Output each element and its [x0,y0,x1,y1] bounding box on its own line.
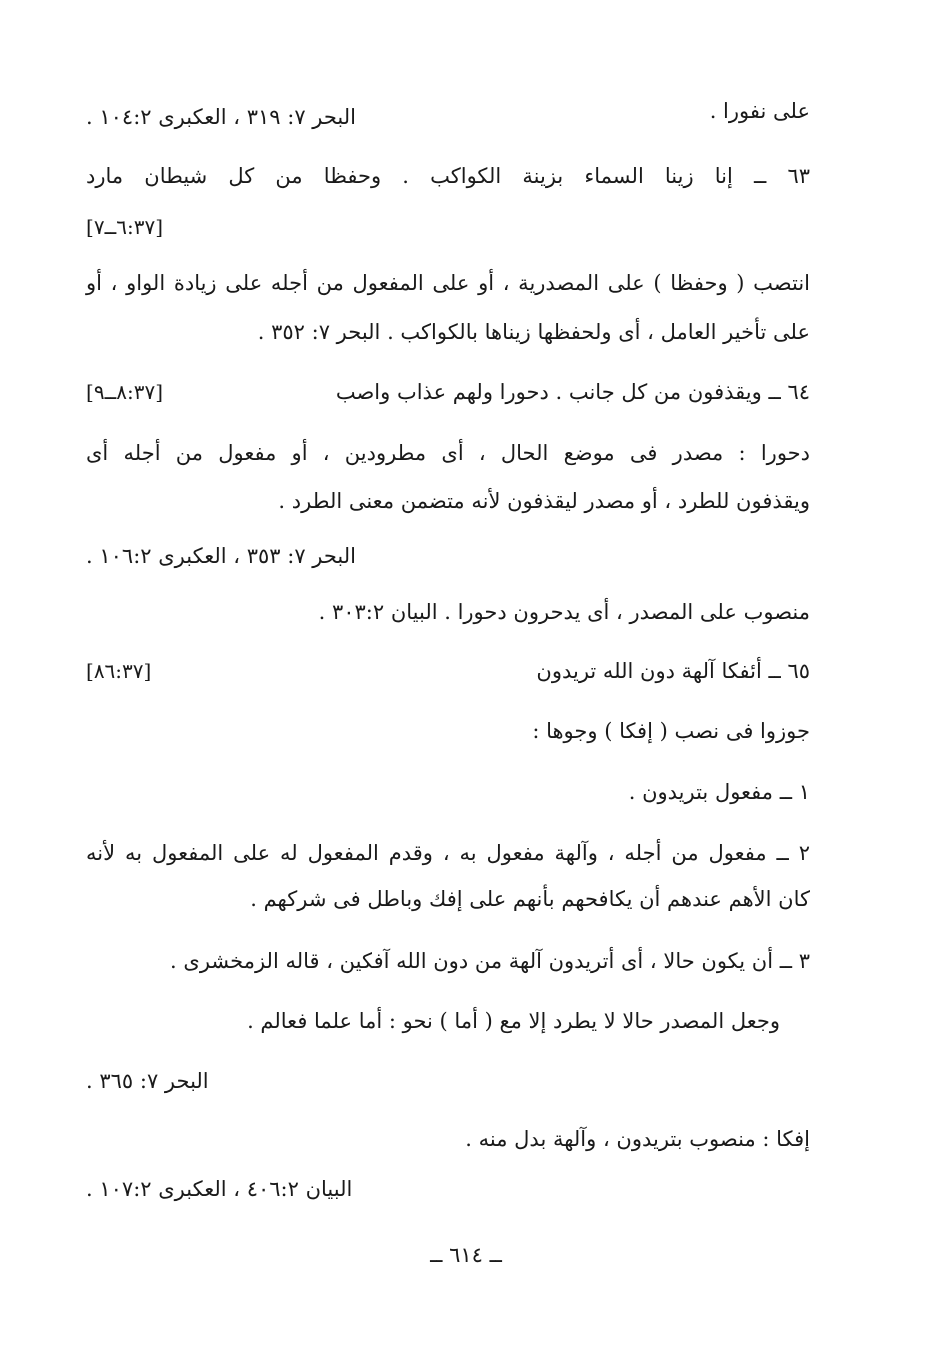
verse-63-reference: [٦:٣٧ــ٧] [86,215,164,239]
verse-64-reference: [٨:٣٧ــ٩] [86,380,164,404]
commentary-63-line-1: انتصب ( وحفظا ) على المصدرية ، أو على المفعول من أجله على زيادة الواو ، أو [86,271,810,295]
commentary-64-line-2: ويقذفون للطرد ، أو مصدر ليقذفون لأنه متضمن معنى الطرد . [278,489,810,513]
commentary-65-intro: جوزوا فى نصب ( إفكا ) وجوها : [532,719,810,743]
verse-65: ٦٥ ــ أئفكا آلهة دون الله تريدون [536,659,810,683]
commentary-65-item-2-line-2: كان الأهم عندهم أن يكافحهم بأنهم على إفك وباطل فى شركهم . [250,887,810,911]
citation-line-1: البحر ٧: ٣١٩ ، العكبرى ١٠٤:٢ . [86,105,356,129]
page-number: ــ ٦١٤ ــ [430,1243,502,1267]
commentary-65-item-1: ١ ــ مفعول بتريدون . [628,780,810,804]
commentary-65-line-last: إفكا : منصوب بتريدون ، وآلهة بدل منه . [465,1127,810,1151]
commentary-64-line-1: دحورا : مصدر فى موضع الحال ، أى مطرودين ، أو مفعول من أجله أى [86,441,810,465]
commentary-65-item-2-line-1: ٢ ــ مفعول من أجله ، وآلهة مفعول به ، وقدم المفعول له على المفعول به لأنه [86,841,810,865]
commentary-65-note: وجعل المصدر حالا لا يطرد إلا مع ( أما ) نحو : أما علما فعالم . [247,1009,780,1033]
commentary-64-line-3: منصوب على المصدر ، أى يدحرون دحورا . البيان ٣٠٣:٢ . [318,600,810,624]
text-line-1-right: على نفورا . [709,99,810,123]
commentary-63-line-2: على تأخير العامل ، أى ولحفظها زيناها بالكواكب . البحر ٧: ٣٥٢ . [257,320,810,344]
citation-65-line-1: البحر ٧: ٣٦٥ . [86,1069,209,1093]
citation-65-line-2: البيان ٤٠٦:٢ ، العكبرى ١٠٧:٢ . [86,1177,353,1201]
commentary-65-item-3: ٣ ــ أن يكون حالا ، أى أتريدون آلهة من دون الله آفكين ، قاله الزمخشرى . [170,949,810,973]
verse-65-reference: [٨٦:٣٧] [86,659,152,683]
citation-64-line-1: البحر ٧: ٣٥٣ ، العكبرى ١٠٦:٢ . [86,544,356,568]
verse-64: ٦٤ ــ ويقذفون من كل جانب . دحورا ولهم عذاب واصب [335,380,810,404]
verse-63: ٦٣ ــ إنا زينا السماء بزينة الكواكب . وحفظا من كل شيطان مارد [86,164,810,188]
